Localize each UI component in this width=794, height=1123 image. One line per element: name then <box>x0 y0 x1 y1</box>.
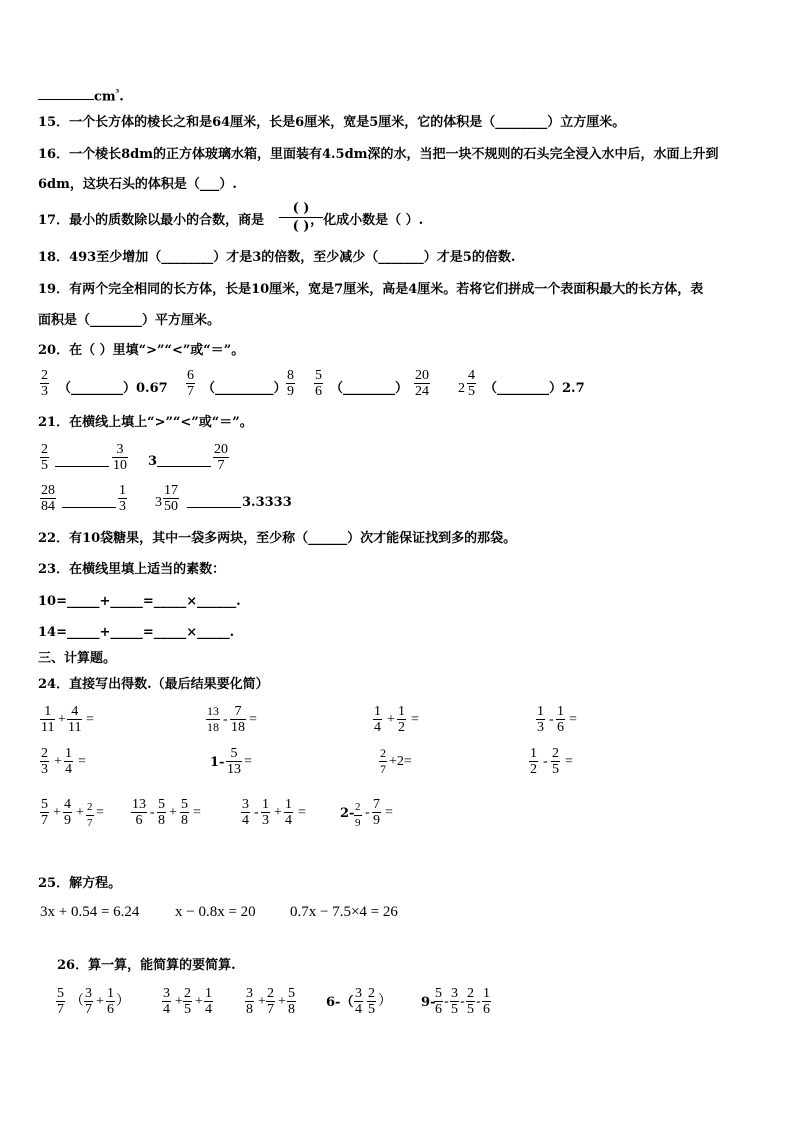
fraction: $\frac{4}{11}$ <box>68 704 82 735</box>
fraction: $\frac{2}{7}$ <box>267 986 274 1017</box>
minus-sign: - <box>476 994 481 1009</box>
question-26: 26．算一算，能简算的要简算. <box>57 958 236 973</box>
paren: （ <box>70 994 84 1009</box>
fraction: $\frac{3}{7}$ <box>85 986 92 1017</box>
compare-blank[interactable]: （________）2.7 <box>484 381 585 396</box>
q17-fraction-blank[interactable]: ( ) ( ) <box>279 200 323 235</box>
equals-sign: = <box>86 712 94 727</box>
fraction: $\frac{2}{3}$ <box>41 368 48 399</box>
plus-sign: + <box>53 805 61 820</box>
fraction: $\frac{1}{11}$ <box>41 704 55 735</box>
fraction: $\frac{2}{5}$ <box>184 986 191 1017</box>
minus-sign: - <box>254 805 259 820</box>
equals-sign: = <box>411 712 419 727</box>
fraction: $\frac{2}{5}$ <box>552 746 559 777</box>
equals-sign: = <box>569 712 577 727</box>
fraction: $\frac{5}{7}$ <box>41 797 48 828</box>
fraction: $\frac{17}{50}$ <box>164 483 178 514</box>
whole-number: 3 <box>155 495 162 510</box>
minus-sign: - <box>444 994 449 1009</box>
fraction: $\frac{2}{5}$ <box>41 442 48 473</box>
fraction: $\frac{1}{3}$ <box>119 483 126 514</box>
fraction: $\frac{1}{4}$ <box>205 986 212 1017</box>
question-22: 22．有10袋糖果，其中一袋多两块，至少称（______）次才能保证找到多的那袋。 <box>38 531 517 546</box>
minus-sign: - <box>543 754 548 769</box>
question-15: 15．一个长方体的棱长之和是64厘米，长是6厘米，宽是5厘米，它的体积是（________）立方厘米。 <box>38 115 626 130</box>
question-19-line2: 面积是（________）平方厘米。 <box>38 313 221 328</box>
equals-sign: = <box>244 754 252 769</box>
number: 2- <box>340 806 355 821</box>
equals-sign: = <box>78 754 86 769</box>
minus-sign: - <box>549 712 554 727</box>
plus-sign: + <box>175 994 183 1009</box>
fraction: $\frac{5}{8}$ <box>181 797 188 828</box>
q23-line-14[interactable]: 14=_____+_____=_____×_____. <box>38 625 235 640</box>
question-18: 18．493至少增加（________）才是3的倍数，至少减少（_______）才是5的倍数. <box>38 250 516 265</box>
fraction: $\frac{4}{5}$ <box>468 368 475 399</box>
minus-sign: - <box>223 712 228 727</box>
plus-sign: + <box>195 994 203 1009</box>
fraction: $\frac{3}{5}$ <box>451 986 458 1017</box>
fraction: $\frac{5}{13}$ <box>227 746 241 777</box>
fraction: $\frac{5}{6}$ <box>435 986 442 1017</box>
fraction: $\frac{28}{84}$ <box>41 483 55 514</box>
section-3-title: 三、计算题。 <box>38 651 117 666</box>
fraction: $\frac{1}{3}$ <box>537 704 544 735</box>
equals-sign: = <box>193 805 201 820</box>
fraction: $\frac{2}{7}$ <box>380 746 386 776</box>
fraction: $\frac{1}{4}$ <box>374 704 381 735</box>
question-20: 20．在（ ）里填“>”“<”或“＝”。 <box>38 343 245 358</box>
plus-sign: + <box>54 754 62 769</box>
whole-number: 3 <box>148 454 158 469</box>
equals-sign: = <box>565 754 573 769</box>
fraction: $\frac{3}{8}$ <box>246 986 253 1017</box>
fraction: $\frac{3}{10}$ <box>113 442 127 473</box>
number: 9- <box>421 995 436 1010</box>
fraction: $\frac{1}{4}$ <box>65 746 72 777</box>
paren: ） <box>116 994 130 1009</box>
fraction: $\frac{1}{4}$ <box>285 797 292 828</box>
equals-sign: = <box>96 805 104 820</box>
equals-sign: = <box>298 805 306 820</box>
q14-tail: $cm^{^3}$. <box>38 83 124 106</box>
minus-sign: - <box>460 994 465 1009</box>
fraction: $\frac{20}{24}$ <box>415 368 429 399</box>
question-16-line1: 16．一个棱长8dm的正方体玻璃水箱，里面装有4.5dm深的水，当把一块不规则的石头完全浸入水中后，水面上升到 <box>38 147 719 162</box>
fraction: $\frac{2}{3}$ <box>41 746 48 777</box>
decimal-number: 3.3333 <box>242 495 292 510</box>
fraction: $\frac{1}{2}$ <box>398 704 405 735</box>
number: 6-（ <box>326 995 354 1010</box>
whole-number: 2 <box>458 381 465 396</box>
fraction: $\frac{3}{4}$ <box>242 797 249 828</box>
fraction: $\frac{5}{8}$ <box>158 797 165 828</box>
fraction: $\frac{7}{18}$ <box>231 704 245 735</box>
answer-line[interactable] <box>62 507 116 508</box>
answer-line[interactable] <box>157 466 211 467</box>
plus-sign: + <box>58 712 66 727</box>
fraction: $\frac{13}{6}$ <box>132 797 146 828</box>
fraction: $\frac{4}{9}$ <box>64 797 71 828</box>
fraction: $\frac{2}{7}$ <box>87 801 93 829</box>
plus-sign: + <box>76 805 84 820</box>
operator: +2= <box>389 754 412 769</box>
fraction: $\frac{1}{2}$ <box>530 746 537 777</box>
plus-sign: + <box>169 805 177 820</box>
question-23: 23．在横线里填上适当的素数： <box>38 562 226 577</box>
fraction: $\frac{5}{6}$ <box>315 368 322 399</box>
answer-line[interactable] <box>55 466 109 467</box>
equals-sign: = <box>385 805 393 820</box>
fraction: $\frac{1}{6}$ <box>557 704 564 735</box>
q23-line-10[interactable]: 10=_____+_____=_____×______. <box>38 594 241 609</box>
equation-3: 0.7x − 7.5×4 = 26 <box>290 904 398 920</box>
equation-1: 3x + 0.54 = 6.24 <box>40 904 140 920</box>
fraction: $\frac{5}{7}$ <box>57 986 64 1017</box>
fraction: $\frac{6}{7}$ <box>187 368 194 399</box>
plus-sign: + <box>278 994 286 1009</box>
number: 1- <box>210 755 225 770</box>
paren: ） <box>378 994 392 1009</box>
fraction: $\frac{3}{4}$ <box>355 986 362 1017</box>
compare-blank[interactable]: （________） <box>330 381 409 396</box>
fraction: $\frac{7}{9}$ <box>373 797 380 828</box>
fraction: $\frac{3}{4}$ <box>163 986 170 1017</box>
plus-sign: + <box>274 805 282 820</box>
question-21: 21．在横线上填上“>”“<”或“＝”。 <box>38 415 253 430</box>
compare-blank[interactable]: （________）0.67 <box>58 381 168 396</box>
question-19-line1: 19．有两个完全相同的长方体，长是10厘米，宽是7厘米，高是4厘米。若将它们拼成一个表面积最大的长方体，表 <box>38 282 704 297</box>
question-16-line2: 6dm，这块石头的体积是（___）. <box>38 177 237 192</box>
compare-blank[interactable]: （_________） <box>202 381 287 396</box>
equation-2: x − 0.8x = 20 <box>175 904 256 920</box>
fraction: $\frac{2}{9}$ <box>355 801 361 829</box>
question-24: 24．直接写出得数.（最后结果要化简） <box>38 677 269 692</box>
fraction: $\frac{1}{6}$ <box>483 986 490 1017</box>
answer-line[interactable] <box>187 507 241 508</box>
plus-sign: + <box>96 994 104 1009</box>
fraction: $\frac{1}{6}$ <box>107 986 114 1017</box>
equals-sign: = <box>249 712 257 727</box>
fraction: $\frac{13}{18}$ <box>207 704 219 734</box>
answer-blank[interactable] <box>38 87 94 100</box>
fraction: $\frac{5}{8}$ <box>288 986 295 1017</box>
fraction: $\frac{1}{3}$ <box>262 797 269 828</box>
question-17: 17．最小的质数除以最小的合数，商是 ，化成小数是（ ）. <box>38 213 424 228</box>
fraction: $\frac{2}{5}$ <box>368 986 375 1017</box>
plus-sign: + <box>258 994 266 1009</box>
question-25: 25．解方程。 <box>38 876 122 891</box>
plus-sign: + <box>387 712 395 727</box>
fraction: $\frac{8}{9}$ <box>287 368 294 399</box>
minus-sign: - <box>150 805 155 820</box>
fraction: $\frac{20}{7}$ <box>214 442 228 473</box>
fraction: $\frac{2}{5}$ <box>467 986 474 1017</box>
minus-sign: - <box>365 805 370 820</box>
